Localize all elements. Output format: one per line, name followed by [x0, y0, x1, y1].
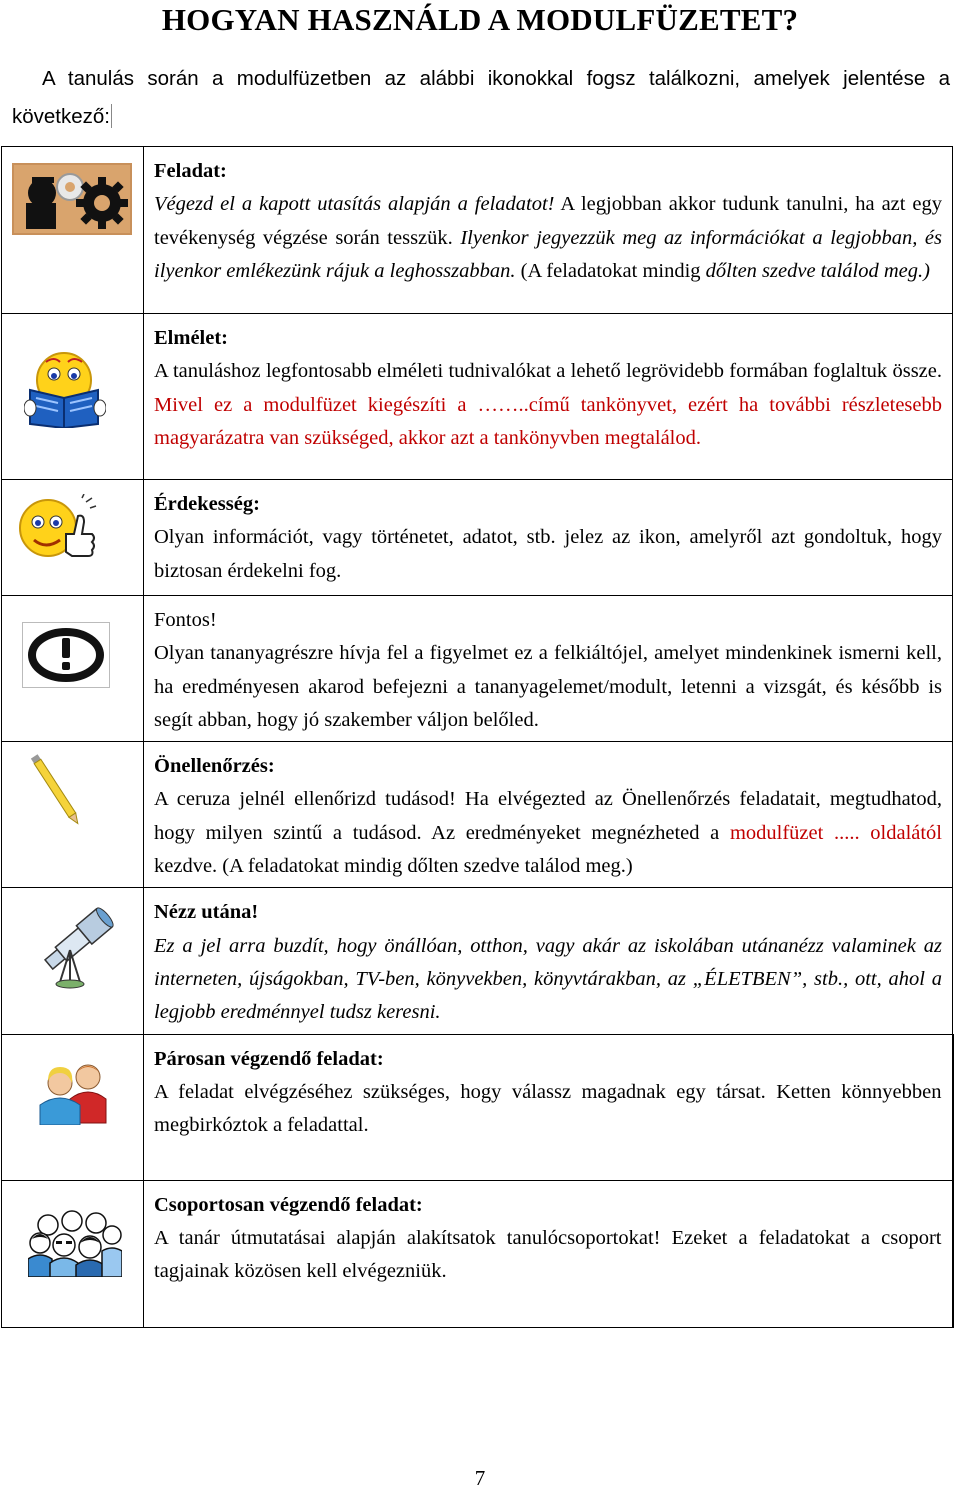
icon-legend-table — [1, 146, 954, 1328]
row-heading: Elmélet: — [154, 327, 228, 349]
icon-cell — [2, 1034, 144, 1180]
row-text: A tanár útmutatásai alapján alakítsatok tanulócsoportokat! Ezeket a feladatokat a csoport tagjainak közösen kell elvégezniük. — [154, 1226, 942, 1283]
text-cell — [144, 314, 953, 480]
legend-row-erdekesseg — [2, 480, 953, 596]
text-cell — [144, 596, 953, 742]
row-text: Ez a jel arra buzdít, hogy önállóan, otthon, vagy akár az iskolában utánanézz valaminek az interneten, újságokban, TV-ben, könyvekben, könyvtárakban, az „ÉLETBEN”, stb., ott, ahol a legjobb eredménnyel tudsz keresni. — [154, 934, 942, 1024]
row-heading: Nézz utána! — [154, 901, 259, 924]
icon-cell — [2, 888, 144, 1034]
text-cell — [144, 147, 953, 314]
row-heading: Párosan végzendő feladat: — [154, 1047, 384, 1070]
row-text-red: modulfüzet ..... oldalától — [729, 821, 943, 844]
gears-worker-icon — [12, 163, 132, 235]
telescope-icon — [36, 904, 120, 990]
text-cell — [144, 888, 953, 1034]
icon-cell — [2, 147, 144, 314]
row-text: A tanuláshoz legfontosabb elméleti tudnivalókat a lehető legrövidebb formában foglaltuk össze. — [154, 360, 942, 383]
icon-cell — [2, 596, 144, 742]
row-text: A legjobban akkor tudunk tanulni, ha azt egy tevékenység végzése során tesszük. — [154, 193, 943, 249]
row-text: A ceruza jelnél ellenőrizd tudásod! Ha elvégezted az Önellenőrzés feladatait, megtudhatod, hogy milyen szintű a tudásod. Az eredményeket megnézheted a — [154, 788, 942, 844]
row-text: kezdve. (A feladatokat mindig dőlten szedve találod meg.) — [154, 855, 633, 878]
smiley-thumbs-up-icon — [16, 494, 98, 560]
legend-row-csoportosan — [2, 1180, 953, 1327]
row-heading: Csoportosan végzendő feladat: — [154, 1193, 423, 1216]
row-text-red: Mivel ez a modulfüzet kiegészíti a ……..című tankönyvet, ezért ha további részletesebb magyarázatra van szükséged, akkor azt a tankönyvben megtalálod. — [154, 393, 942, 449]
text-cursor — [111, 104, 112, 128]
icon-cell — [2, 742, 144, 888]
text-cell — [144, 1034, 953, 1180]
row-text: dőlten szedve találod meg.) — [705, 259, 930, 282]
row-text: Olyan információt, vagy történetet, adatot, stb. jelez az ikon, amelyről azt gondoltuk, hogy biztosan érdekelni fog. — [154, 526, 942, 582]
intro-text: A tanulás során a modulfüzetben az alábbi ikonokkal fogsz találkozni, amelyek jelentése a következő: — [12, 67, 950, 128]
pair-people-icon — [38, 1059, 110, 1125]
row-text: Végezd el a kapott utasítás alapján a feladatot! — [154, 193, 555, 216]
text-cell — [144, 742, 953, 888]
page-number: 7 — [474, 1466, 486, 1490]
row-text: Ilyenkor jegyezzük meg az információkat a legjobban, és ilyenkor emlékezünk rájuk a leghosszabban. — [154, 226, 942, 282]
legend-row-fontos — [2, 596, 953, 742]
legend-row-nezz-utana — [2, 888, 953, 1034]
row-heading: Feladat: — [154, 160, 227, 182]
icon-cell — [2, 1180, 144, 1327]
page-title: HOGYAN HASZNÁLD A MODULFÜZETET? — [161, 2, 799, 37]
legend-row-feladat — [2, 147, 953, 314]
exclamation-icon — [22, 622, 110, 688]
legend-row-elmelet — [2, 314, 953, 480]
legend-row-parosan — [2, 1034, 953, 1180]
icon-cell — [2, 480, 144, 596]
row-heading: Fontos! — [154, 609, 217, 631]
smiley-reading-book-icon — [24, 350, 106, 428]
legend-row-onellenorzes — [2, 742, 953, 888]
row-heading: Érdekesség: — [154, 493, 260, 515]
row-text: A feladat elvégzéséhez szükséges, hogy válassz magadnak egy társat. Ketten könnyebben megbirkóztok a feladattal. — [154, 1080, 942, 1137]
row-heading: Önellenőrzés: — [154, 755, 275, 778]
row-text: (A feladatokat mindig — [515, 259, 706, 282]
text-cell — [144, 1180, 953, 1327]
group-people-icon — [28, 1207, 122, 1277]
row-text: Olyan tananyagrészre hívja fel a figyelmet ez a felkiáltójel, amelyet mindenkinek ismerni kell, ha eredményesen akarod befejezni a tananyagelemet/modult, letenni a vizsgát, és később is segít abban, hogy jó szakember váljon belőled. — [154, 642, 942, 731]
intro-paragraph — [12, 60, 950, 136]
pencil-icon — [26, 748, 86, 832]
text-cell — [144, 480, 953, 596]
icon-cell — [2, 314, 144, 480]
